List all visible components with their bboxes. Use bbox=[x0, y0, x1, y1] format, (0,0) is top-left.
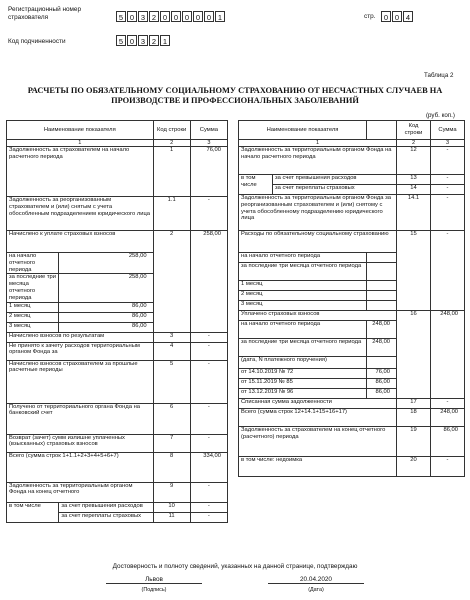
sub-row-label: 3 месяц bbox=[239, 301, 367, 311]
digit-cell: 2 bbox=[149, 35, 159, 46]
col-header-name: Наименование показателя bbox=[7, 121, 154, 140]
page-number-cells bbox=[381, 11, 414, 22]
sub-row-label: за последние три месяца отчетного периода bbox=[239, 263, 367, 281]
digit-cell: 2 bbox=[149, 11, 159, 22]
row-value: 248,00 bbox=[431, 311, 465, 399]
row-label: Уплачено страховых взносов bbox=[239, 311, 397, 321]
row-code: 13 bbox=[397, 175, 431, 185]
row-label: Не принято к зачету расходов территориальным органом Фонда за bbox=[7, 342, 154, 360]
row-value: - bbox=[190, 482, 227, 502]
row-code: 15 bbox=[397, 231, 431, 311]
row-code: 3 bbox=[153, 332, 190, 342]
sub-row-value bbox=[367, 357, 397, 369]
row-value: - bbox=[190, 403, 227, 434]
row-value: - bbox=[431, 231, 465, 311]
row-code: 19 bbox=[397, 427, 431, 457]
row-code: 7 bbox=[153, 434, 190, 452]
sub-row-label: за последние три месяца отчетного периода bbox=[239, 339, 367, 357]
row-code: 6 bbox=[153, 403, 190, 434]
row-value: - bbox=[190, 342, 227, 360]
units-label: (руб. коп.) bbox=[426, 112, 455, 119]
row-code: 20 bbox=[397, 457, 431, 477]
page-title-line2: ПРОИЗВОДСТВЕ И ПРОФЕССИОНАЛЬНЫХ ЗАБОЛЕВАНИЙ bbox=[111, 96, 359, 105]
row-value: - bbox=[431, 399, 465, 409]
in-total-label: в том числе bbox=[7, 502, 59, 522]
col-header-code: Код строки bbox=[397, 121, 431, 140]
row-value: 76,00 bbox=[190, 147, 227, 197]
row-label: за счет переплаты страховых bbox=[59, 512, 153, 522]
row-label: за счет превышения расходов bbox=[59, 502, 153, 512]
col-index: 2 bbox=[397, 140, 431, 147]
row-code: 9 bbox=[153, 482, 190, 502]
sub-row-value: 86,00 bbox=[59, 322, 153, 332]
sub-row-value: 86,00 bbox=[367, 389, 397, 399]
row-code: 10 bbox=[153, 502, 190, 512]
sub-row-label: 3 месяц bbox=[7, 322, 59, 332]
col-index: 1 bbox=[239, 140, 397, 147]
digit-cell: 0 bbox=[204, 11, 214, 22]
row-value: 248,00 bbox=[431, 409, 465, 427]
row-label: Задолженность за страхователем на начало расчетного периода bbox=[7, 147, 154, 197]
sub-row-label: 2 месяц bbox=[7, 312, 59, 322]
sub-row-value: 258,00 bbox=[59, 274, 153, 302]
payment-order: от 13.12.2019 № 96 bbox=[239, 389, 367, 399]
digit-cell: 0 bbox=[182, 11, 192, 22]
row-code: 17 bbox=[397, 399, 431, 409]
payment-order: от 14.10.2019 № 72 bbox=[239, 369, 367, 379]
row-value: - bbox=[431, 147, 465, 175]
sub-row-label: на начало отчетного периода bbox=[239, 321, 367, 339]
sub-row-label: 1 месяц bbox=[7, 302, 59, 312]
row-code: 1 bbox=[153, 147, 190, 197]
digit-cell: 4 bbox=[403, 11, 413, 22]
sub-row-value: 76,00 bbox=[367, 369, 397, 379]
sub-row-value: 86,00 bbox=[59, 312, 153, 322]
row-label: Задолженность за территориальным органом Фонда за реорганизованным страхователем и (или) снятому с учета обособленному подразделению юридического лица bbox=[239, 195, 397, 231]
signature-name: Львов bbox=[106, 576, 202, 584]
digit-cell: 0 bbox=[392, 11, 402, 22]
row-code: 14 bbox=[397, 185, 431, 195]
row-label: Получено от территориального органа Фонда на банковский счет bbox=[7, 403, 154, 434]
digit-cell: 0 bbox=[160, 11, 170, 22]
table-label: Таблица 2 bbox=[424, 72, 454, 79]
row-code: 1.1 bbox=[153, 197, 190, 231]
row-label: за счет переплаты страховых bbox=[273, 185, 397, 195]
row-label: в том числе: недоимка bbox=[239, 457, 397, 477]
row-code: 5 bbox=[153, 360, 190, 403]
sub-row-value: 86,00 bbox=[367, 379, 397, 389]
digit-cell: 5 bbox=[116, 11, 126, 22]
in-total-label: в том числе bbox=[239, 175, 273, 195]
row-label: Задолженность за территориальным органом Фонда на начало расчетного периода bbox=[239, 147, 397, 175]
sub-row-value: 86,00 bbox=[59, 302, 153, 312]
row-label: Всего (сумма строк 12+14.1+15+16+17) bbox=[239, 409, 397, 427]
row-code: 8 bbox=[153, 452, 190, 482]
row-label: Задолженность за территориальным органом Фонда на конец отчетного bbox=[7, 482, 154, 502]
digit-cell: 1 bbox=[215, 11, 225, 22]
col-header-name: Наименование показателя bbox=[239, 121, 367, 140]
date-caption: (Дата) bbox=[308, 587, 324, 593]
signature-date: 20.04.2020 bbox=[268, 576, 364, 584]
row-value: 258,00 bbox=[190, 231, 227, 333]
row-label: Начислено к уплате страховых взносов bbox=[7, 231, 154, 253]
row-code: 11 bbox=[153, 512, 190, 522]
page-label: стр. bbox=[364, 13, 376, 20]
col-index: 3 bbox=[190, 140, 227, 147]
row-label: Задолженность за страхователем на конец отчетного (расчетного) периода bbox=[239, 427, 397, 457]
row-value: - bbox=[190, 197, 227, 231]
digit-cell: 3 bbox=[138, 11, 148, 22]
row-label: Задолженность за реорганизованным страхователем и (или) снятым с учета обособленным подразделением юридического лица bbox=[7, 197, 154, 231]
row-label: Всего (сумма строк 1+1.1+2+3+4+5+6+7) bbox=[7, 452, 154, 482]
sub-row-label: за последние три месяца отчетного периода bbox=[7, 274, 59, 302]
row-label: Расходы по обязательному социальному страхованию bbox=[239, 231, 397, 253]
row-code: 18 bbox=[397, 409, 431, 427]
row-code: 12 bbox=[397, 147, 431, 175]
row-label: Списанная сумма задолженности bbox=[239, 399, 397, 409]
digit-cell: 1 bbox=[160, 35, 170, 46]
left-table bbox=[6, 120, 228, 523]
sub-row-value: 248,00 bbox=[367, 339, 397, 357]
col-header-sum: Сумма bbox=[431, 121, 465, 140]
confirmation-text: Достоверность и полноту сведений, указанных на данной странице, подтверждаю bbox=[112, 563, 358, 570]
reg-number-label: Регистрационный номер страхователя bbox=[8, 6, 82, 21]
payment-order: от 15.11.2019 № 85 bbox=[239, 379, 367, 389]
sub-row-label: 1 месяц bbox=[239, 281, 367, 291]
digit-cell: 0 bbox=[381, 11, 391, 22]
row-value: 334,00 bbox=[190, 452, 227, 482]
sub-row-label: 2 месяц bbox=[239, 291, 367, 301]
row-code: 4 bbox=[153, 342, 190, 360]
sub-row-label: на начало отчетного периода bbox=[7, 253, 59, 274]
digit-cell: 5 bbox=[116, 35, 126, 46]
row-label: Начислено взносов страхователем за прошлые расчетные периоды bbox=[7, 360, 154, 403]
col-index: 2 bbox=[153, 140, 190, 147]
row-value: - bbox=[190, 434, 227, 452]
right-table bbox=[238, 120, 465, 477]
row-value: - bbox=[431, 457, 465, 477]
col-header-sum: Сумма bbox=[190, 121, 227, 140]
row-value: - bbox=[190, 502, 227, 512]
col-index: 3 bbox=[431, 140, 465, 147]
row-label: Начислено взносов по результатам bbox=[7, 332, 154, 342]
row-value: - bbox=[431, 185, 465, 195]
sub-code-label: Код подчиненности bbox=[8, 38, 66, 45]
sub-code-cells bbox=[116, 35, 171, 46]
signature-caption: (Подпись) bbox=[141, 587, 167, 593]
row-value: - bbox=[190, 332, 227, 342]
col-index: 1 bbox=[7, 140, 154, 147]
row-code: 2 bbox=[153, 231, 190, 333]
sub-row-value: 248,00 bbox=[367, 321, 397, 339]
page-title-line1: РАСЧЕТЫ ПО ОБЯЗАТЕЛЬНОМУ СОЦИАЛЬНОМУ СТРАХОВАНИЮ ОТ НЕСЧАСТНЫХ СЛУЧАЕВ НА bbox=[27, 86, 443, 95]
row-value: - bbox=[190, 360, 227, 403]
digit-cell: 3 bbox=[138, 35, 148, 46]
sub-row-label: (дата, N платежного поручения) bbox=[239, 357, 367, 369]
row-value: - bbox=[431, 195, 465, 231]
col-header-code: Код строки bbox=[153, 121, 190, 140]
row-label: Возврат (зачет) сумм излишне уплаченных (взысканных) страховых взносов bbox=[7, 434, 154, 452]
row-value: 86,00 bbox=[431, 427, 465, 457]
row-value: - bbox=[431, 175, 465, 185]
row-code: 14.1 bbox=[397, 195, 431, 231]
digit-cell: 0 bbox=[193, 11, 203, 22]
digit-cell: 0 bbox=[127, 11, 137, 22]
digit-cell: 0 bbox=[127, 35, 137, 46]
row-label: за счет превышения расходов bbox=[273, 175, 397, 185]
digit-cell: 0 bbox=[171, 11, 181, 22]
row-code: 16 bbox=[397, 311, 431, 399]
reg-number-cells bbox=[116, 11, 226, 22]
row-value: - bbox=[190, 512, 227, 522]
sub-row-value: 258,00 bbox=[59, 253, 153, 274]
sub-row-label: на начало отчетного периода bbox=[239, 253, 367, 263]
